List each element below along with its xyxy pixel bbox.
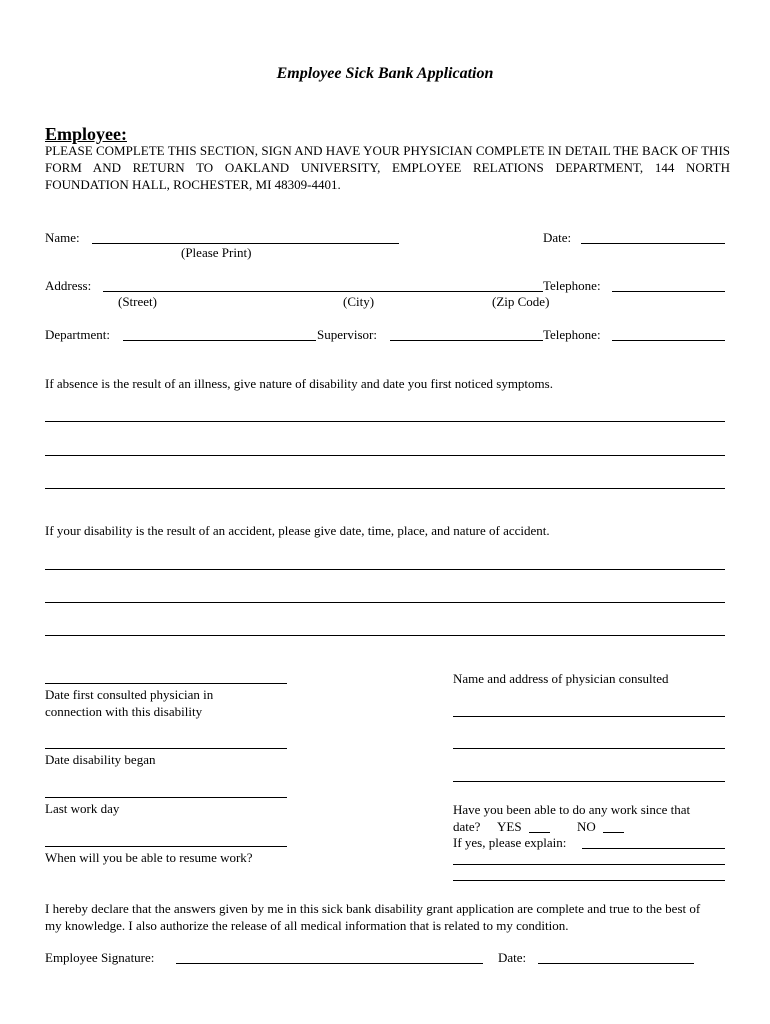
declaration-text: I hereby declare that the answers given by me in this sick bank disability grant application are complete and true to the best of my knowledge. I also authorize the release of all medical information that is related to my condition. xyxy=(45,901,701,933)
name-label: Name: xyxy=(45,230,80,245)
accident-answer-line[interactable] xyxy=(45,569,725,570)
no-blank[interactable] xyxy=(603,832,624,833)
resume-work-label: When will you be able to resume work? xyxy=(45,850,253,865)
telephone2-label: Telephone: xyxy=(543,327,601,342)
if-yes-label: If yes, please explain: xyxy=(453,835,567,850)
last-work-day-label: Last work day xyxy=(45,801,120,816)
no-option-label: NO xyxy=(577,819,596,834)
date-label: Date: xyxy=(543,230,572,245)
accident-question: If your disability is the result of an accident, please give date, time, place, and nature of accident. xyxy=(45,523,550,538)
instructions-text: PLEASE COMPLETE THIS SECTION, SIGN AND HAVE YOUR PHYSICIAN COMPLETE IN DETAIL THE BACK OF THIS FORM AND RETURN TO OAKLAND UNIVERSITY, EMPLOYEE RELATIONS DEPARTMENT, 144 NORTH FOUNDATION HALL, ROCHESTER, MI 48309-4401. xyxy=(45,143,730,192)
department-field[interactable] xyxy=(123,340,316,341)
yes-blank[interactable] xyxy=(529,832,550,833)
accident-answer-line[interactable] xyxy=(45,635,725,636)
supervisor-field[interactable] xyxy=(390,340,543,341)
telephone2-field[interactable] xyxy=(612,340,725,341)
city-hint: (City) xyxy=(343,294,375,309)
illness-answer-line[interactable] xyxy=(45,488,725,489)
physician-line[interactable] xyxy=(453,781,725,782)
name-field[interactable] xyxy=(92,243,399,244)
telephone-field[interactable] xyxy=(612,291,725,292)
date-field[interactable] xyxy=(581,243,725,244)
disability-began-label: Date disability began xyxy=(45,752,156,767)
explain-line[interactable] xyxy=(453,880,725,881)
first-consulted-field[interactable] xyxy=(45,683,287,684)
accident-answer-line[interactable] xyxy=(45,602,725,603)
signature-date-label: Date: xyxy=(498,950,527,965)
address-field[interactable] xyxy=(103,291,543,292)
last-work-day-field[interactable] xyxy=(45,797,287,798)
form-title: Employee Sick Bank Application xyxy=(276,65,494,82)
explain-line[interactable] xyxy=(453,864,725,865)
first-consulted-label-line1: Date first consulted physician in xyxy=(45,687,214,702)
physician-line[interactable] xyxy=(453,716,725,717)
street-hint: (Street) xyxy=(118,294,157,309)
physician-line[interactable] xyxy=(453,748,725,749)
explain-field[interactable] xyxy=(582,848,725,849)
disability-began-field[interactable] xyxy=(45,748,287,749)
address-label: Address: xyxy=(45,278,92,293)
signature-date-field[interactable] xyxy=(538,963,694,964)
signature-label: Employee Signature: xyxy=(45,950,155,965)
illness-answer-line[interactable] xyxy=(45,455,725,456)
employee-section-heading: Employee: xyxy=(45,124,127,144)
telephone-label: Telephone: xyxy=(543,278,601,293)
illness-answer-line[interactable] xyxy=(45,421,725,422)
first-consulted-label-line2: connection with this disability xyxy=(45,704,203,719)
work-since-question: Have you been able to do any work since that xyxy=(453,802,691,817)
department-label: Department: xyxy=(45,327,110,342)
date-question: date? xyxy=(453,819,481,834)
resume-work-field[interactable] xyxy=(45,846,287,847)
name-hint: (Please Print) xyxy=(181,245,252,260)
illness-question: If absence is the result of an illness, give nature of disability and date you first noticed symptoms. xyxy=(45,376,553,391)
zip-hint: (Zip Code) xyxy=(492,294,550,309)
supervisor-label: Supervisor: xyxy=(317,327,377,342)
signature-field[interactable] xyxy=(176,963,483,964)
physician-label: Name and address of physician consulted xyxy=(453,671,669,686)
yes-option-label: YES xyxy=(497,819,522,834)
